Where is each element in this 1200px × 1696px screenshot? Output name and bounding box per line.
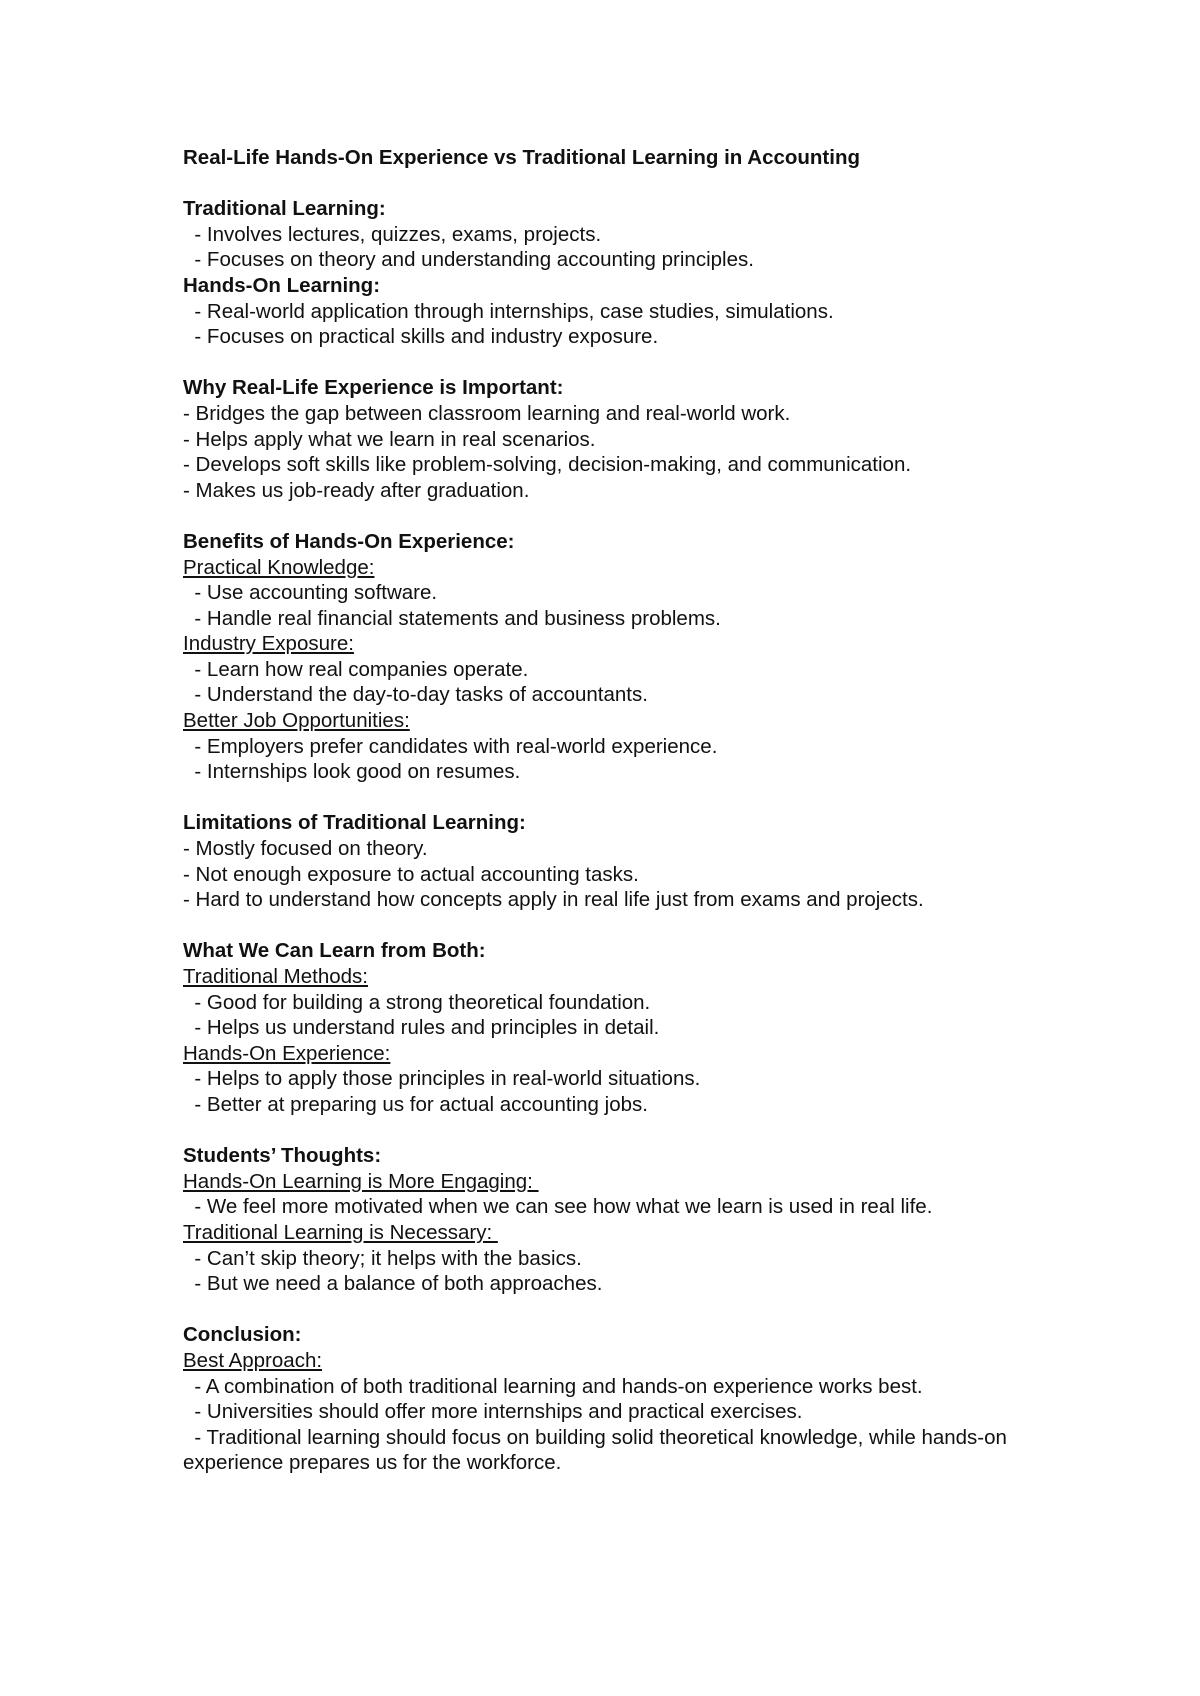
- section-heading-conclusion: Conclusion:: [183, 1323, 302, 1347]
- list-item: - Real-world application through internships, case studies, simulations.: [183, 299, 834, 323]
- list-item: - Understand the day-to-day tasks of accountants.: [183, 683, 648, 707]
- spacer: [183, 350, 1063, 376]
- spacer: [183, 171, 1063, 197]
- list-item: - Helps apply what we learn in real scenarios.: [183, 427, 596, 451]
- list-item: - Focuses on practical skills and industry exposure.: [183, 325, 659, 349]
- spacer: [183, 913, 1063, 939]
- list-item: - But we need a balance of both approaches.: [183, 1272, 603, 1296]
- list-item: - Involves lectures, quizzes, exams, projects.: [183, 222, 602, 246]
- document-title: Real-Life Hands-On Experience vs Traditional Learning in Accounting: [183, 146, 861, 169]
- list-item: - Use accounting software.: [183, 581, 438, 605]
- spacer: [183, 503, 1063, 529]
- list-item: - Helps us understand rules and principles in detail.: [183, 1016, 660, 1040]
- list-item: - We feel more motivated when we can see how what we learn is used in real life.: [183, 1195, 933, 1219]
- subheading-traditional-methods: Traditional Methods:: [183, 965, 368, 988]
- subheading-industry: Industry Exposure:: [183, 632, 354, 656]
- list-item: - Learn how real companies operate.: [183, 657, 529, 681]
- subheading-necessary: Traditional Learning is Necessary:: [183, 1220, 498, 1244]
- list-item: - Better at preparing us for actual accounting jobs.: [183, 1092, 648, 1116]
- section-heading-traditional: Traditional Learning:: [183, 197, 386, 221]
- spacer: [183, 1297, 1063, 1323]
- list-item: - Helps to apply those principles in real-world situations.: [183, 1067, 701, 1091]
- document-page: [183, 145, 1063, 1476]
- subheading-handson-experience: Hands-On Experience:: [183, 1041, 391, 1065]
- list-item: - Traditional learning should focus on building solid theoretical knowledge, while hands-on experience prepares us for the workforce.: [183, 1425, 1013, 1475]
- subheading-engaging: Hands-On Learning is More Engaging:: [183, 1169, 539, 1193]
- subheading-practical: Practical Knowledge:: [183, 555, 375, 579]
- section-heading-benefits: Benefits of Hands-On Experience:: [183, 529, 515, 553]
- section-heading-limitations: Limitations of Traditional Learning:: [183, 811, 526, 835]
- section-heading-both: What We Can Learn from Both:: [183, 939, 486, 963]
- list-item: - Makes us job-ready after graduation.: [183, 478, 530, 502]
- list-item: - Employers prefer candidates with real-world experience.: [183, 734, 718, 758]
- list-item: - Universities should offer more internships and practical exercises.: [183, 1400, 803, 1424]
- subheading-best-approach: Best Approach:: [183, 1348, 323, 1372]
- list-item: - Internships look good on resumes.: [183, 760, 521, 784]
- list-item: - Bridges the gap between classroom learning and real-world work.: [183, 401, 791, 425]
- list-item: - A combination of both traditional learning and hands-on experience works best.: [183, 1374, 923, 1398]
- list-item: - Focuses on theory and understanding accounting principles.: [183, 248, 754, 272]
- list-item: - Good for building a strong theoretical foundation.: [183, 990, 651, 1014]
- section-heading-handson: Hands-On Learning:: [183, 273, 381, 297]
- section-heading-thoughts: Students’ Thoughts:: [183, 1144, 382, 1168]
- list-item: - Can’t skip theory; it helps with the basics.: [183, 1246, 582, 1270]
- list-item: - Not enough exposure to actual accounting tasks.: [183, 862, 639, 886]
- spacer: [183, 1118, 1063, 1144]
- subheading-jobs: Better Job Opportunities:: [183, 709, 410, 733]
- spacer: [183, 785, 1063, 811]
- list-item: - Develops soft skills like problem-solving, decision-making, and communication.: [183, 453, 912, 477]
- list-item: - Hard to understand how concepts apply in real life just from exams and projects.: [183, 888, 924, 912]
- section-heading-why: Why Real-Life Experience is Important:: [183, 376, 564, 400]
- list-item: - Handle real financial statements and business problems.: [183, 606, 721, 630]
- list-item: - Mostly focused on theory.: [183, 837, 428, 861]
